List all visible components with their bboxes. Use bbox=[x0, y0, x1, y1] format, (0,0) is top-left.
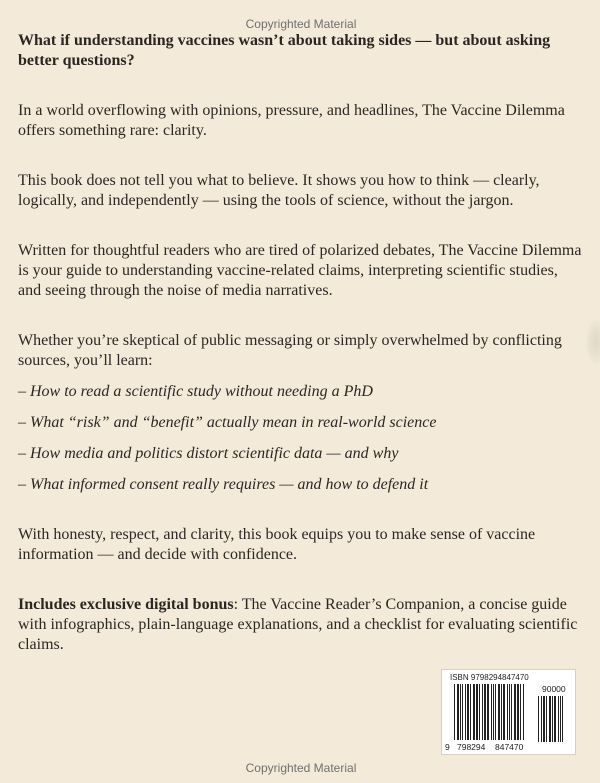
barcode-digit-first: 9 bbox=[445, 742, 450, 752]
price-barcode-bars bbox=[538, 696, 572, 742]
barcode-bar bbox=[562, 696, 563, 742]
bonus-text: : The Vaccine Reader’s Companion, a concise guide with infographics, plain-language explanations, and a checklist for evaluating scientific claims. bbox=[18, 596, 578, 653]
barcode-bars bbox=[454, 684, 532, 740]
decorative-ornament bbox=[586, 320, 600, 364]
barcode-bar bbox=[457, 684, 459, 740]
paragraph-4: Whether you’re skeptical of public messaging or simply overwhelmed by conflicting sources, you’ll learn: bbox=[18, 332, 562, 369]
barcode-bar bbox=[503, 684, 505, 740]
barcode-bar bbox=[511, 684, 512, 740]
barcode-bar bbox=[538, 696, 539, 742]
barcode-bar bbox=[465, 684, 466, 740]
barcode-bar bbox=[462, 684, 463, 740]
barcode-bar bbox=[517, 684, 519, 740]
headline: What if understanding vaccines wasn’t about taking sides — but about asking better questions? bbox=[18, 32, 551, 69]
barcode-bar bbox=[460, 684, 461, 740]
bullet-item: – What “risk” and “benefit” actually mean in real-world science bbox=[18, 414, 437, 431]
barcode-bar bbox=[541, 696, 542, 742]
barcode-bar bbox=[491, 684, 492, 740]
barcode-bar bbox=[560, 696, 561, 742]
barcode-digits-left: 798294 bbox=[457, 742, 486, 752]
watermark-top: Copyrighted Material bbox=[245, 17, 357, 31]
isbn-label: ISBN 9798294847470 bbox=[450, 673, 529, 682]
paragraph-2: This book does not tell you what to believe. It shows you how to think — clearly, logically, and independently — using the tools of science, without the jargon. bbox=[18, 172, 540, 209]
barcode-bar bbox=[543, 696, 545, 742]
isbn-barcode bbox=[441, 669, 576, 755]
watermark-bottom: Copyrighted Material bbox=[245, 761, 357, 775]
bullet-item: – What informed consent really requires — and how to defend it bbox=[18, 476, 429, 493]
closing-paragraph: With honesty, respect, and clarity, this book equips you to make sense of vaccine information — and decide with confidence. bbox=[18, 526, 536, 563]
barcode-bar bbox=[509, 684, 510, 740]
barcode-bar bbox=[498, 684, 500, 740]
bullet-item: – How to read a scientific study without needing a PhD bbox=[18, 383, 373, 400]
barcode-bar bbox=[479, 684, 480, 740]
barcode-bar bbox=[523, 684, 524, 740]
barcode-bar bbox=[484, 684, 486, 740]
paragraph-1: In a world overflowing with opinions, pressure, and headlines, The Vaccine Dilemma offers something rare: clarity. bbox=[18, 102, 565, 139]
barcode-bar bbox=[467, 684, 469, 740]
barcode-bar bbox=[549, 696, 551, 742]
barcode-bar bbox=[514, 684, 516, 740]
barcode-digits-right: 847470 bbox=[495, 742, 524, 752]
barcode-bar bbox=[493, 684, 494, 740]
bullet-item: – How media and politics distort scientific data — and why bbox=[18, 445, 399, 462]
barcode-bar bbox=[546, 696, 547, 742]
barcode-bar bbox=[520, 684, 521, 740]
bonus-label: Includes exclusive digital bonus bbox=[18, 596, 234, 613]
barcode-bar bbox=[501, 684, 502, 740]
barcode-bar bbox=[476, 684, 478, 740]
barcode-bar bbox=[552, 696, 553, 742]
barcode-bar bbox=[558, 696, 559, 742]
barcode-bar bbox=[454, 684, 455, 740]
barcode-bar bbox=[495, 684, 496, 740]
paragraph-3: Written for thoughtful readers who are tired of polarized debates, The Vaccine Dilemma is your guide to understanding vaccine-related claims, interpreting scientific studies, and seeing through the noise of media narratives. bbox=[18, 242, 582, 299]
bonus-paragraph bbox=[18, 595, 584, 655]
barcode-bar bbox=[507, 684, 508, 740]
barcode-bar bbox=[554, 696, 556, 742]
price-code: 90000 bbox=[542, 684, 566, 694]
barcode-bar bbox=[487, 684, 489, 740]
barcode-bar bbox=[482, 684, 483, 740]
barcode-bar bbox=[473, 684, 475, 740]
barcode-bar bbox=[470, 684, 471, 740]
